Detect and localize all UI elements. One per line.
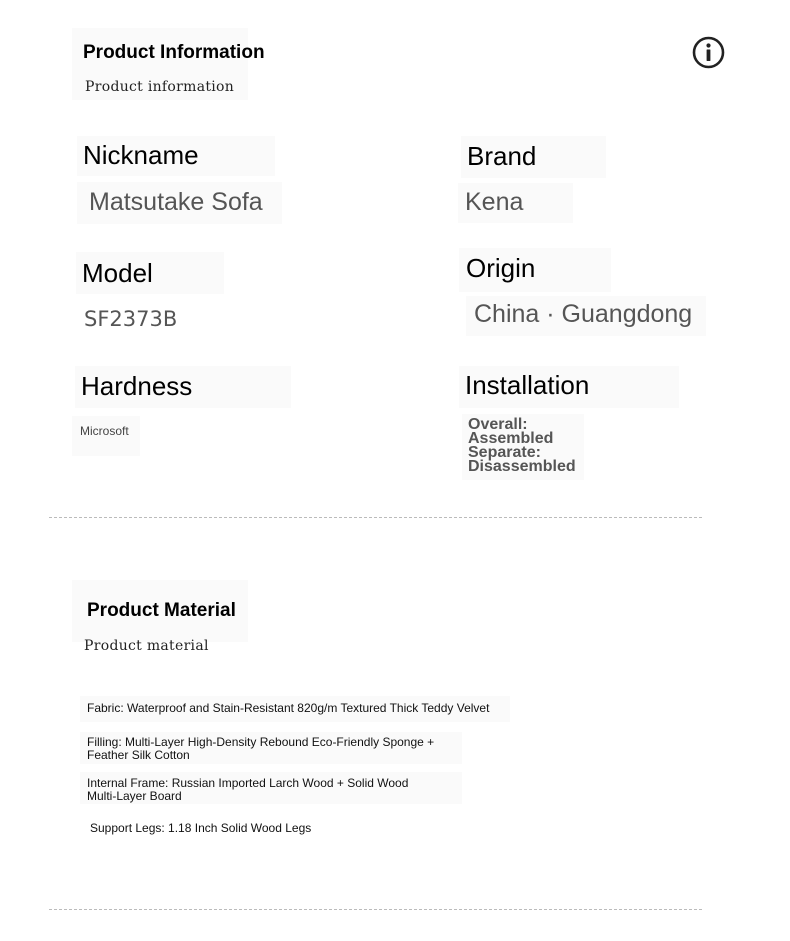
installation-label: Installation xyxy=(465,370,590,400)
installation-value-separate: Separate: Disassembled xyxy=(468,444,576,475)
installation-value-overall: Overall: Assembled xyxy=(468,416,554,447)
material-item-fabric: Fabric: Waterproof and Stain-Resistant 820g/m Textured Thick Teddy Velvet xyxy=(87,701,490,715)
hardness-label: Hardness xyxy=(81,371,193,401)
section-title: Product Material xyxy=(87,600,236,621)
material-item-filling: Filling: Multi-Layer High-Density Rebound Eco-Friendly Sponge + Feather Silk Cotton xyxy=(87,735,435,762)
info-circle-icon[interactable] xyxy=(692,36,725,69)
brand-label: Brand xyxy=(467,141,537,171)
hardness-value: Microsoft xyxy=(80,424,129,438)
section-subtitle: Product material xyxy=(84,638,209,654)
model-label: Model xyxy=(82,258,153,288)
nickname-label: Nickname xyxy=(83,140,199,170)
nickname-value: Matsutake Sofa xyxy=(89,188,263,216)
origin-label: Origin xyxy=(466,253,536,283)
section-divider xyxy=(49,909,702,910)
section-subtitle: Product information xyxy=(85,79,235,95)
material-item-legs: Support Legs: 1.18 Inch Solid Wood Legs xyxy=(90,821,312,835)
section-title: Product Information xyxy=(83,42,265,63)
origin-value: China · Guangdong xyxy=(474,300,693,328)
model-value: SF2373B xyxy=(84,307,178,331)
brand-value: Kena xyxy=(465,188,524,216)
material-item-frame: Internal Frame: Russian Imported Larch Wood + Solid Wood Multi-Layer Board xyxy=(87,776,409,803)
section-divider xyxy=(49,517,702,518)
